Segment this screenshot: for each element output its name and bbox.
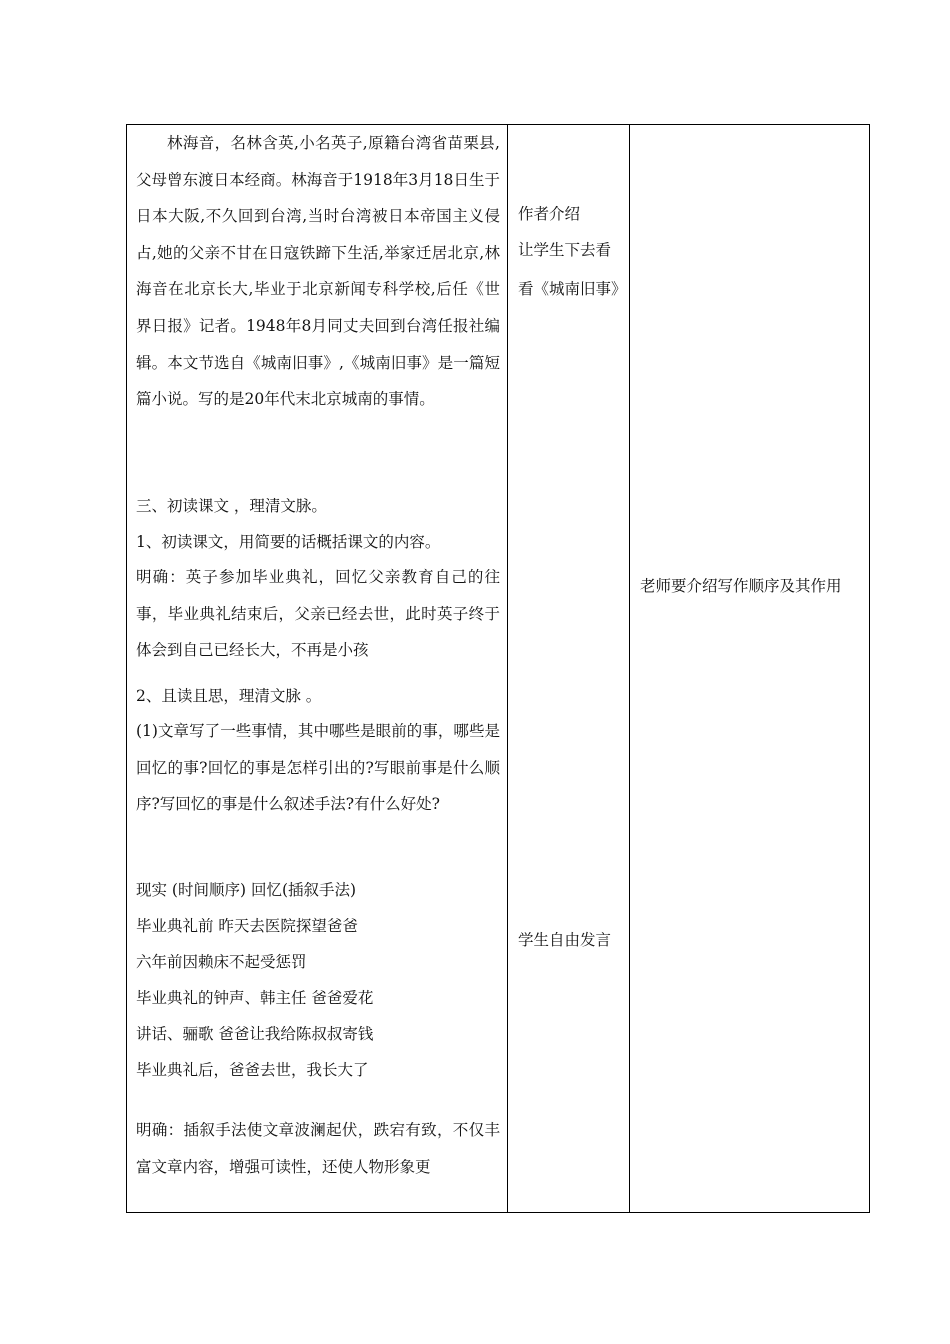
author-intro-paragraph: 林海音，名林含英,小名英子,原籍台湾省苗栗县,父母曾东渡日本经商。林海音于1918年3月18日生于日本大阪,不久回到台湾,当时台湾被日本帝国主义侵占,她的父亲不甘在日寇铁蹄下生活,举家迁居北京,林海音在北京长大,毕业于北京新闻专科学校,后任《世界日报》记者。1948年8月同丈夫回到台湾任报社编辑。本文节选自《城南旧事》,《城南旧事》是一篇短篇小说。写的是20年代末北京城南的事情。: [136, 134, 500, 409]
main-content-cell: [127, 125, 508, 1213]
teacher-note: 老师要介绍写作顺序及其作用: [640, 577, 842, 595]
structure-line-6: 毕业典礼后，爸爸去世，我长大了: [136, 1061, 369, 1079]
free-speech-note: 学生自由发言: [518, 931, 612, 949]
structure-line-4: 毕业典礼的钟声、韩主任 爸爸爱花: [136, 989, 374, 1007]
activity-cell: [508, 125, 630, 1213]
task-1-answer: 明确：英子参加毕业典礼，回忆父亲教育自己的往事，毕业典礼结束后，父亲已经去世，此时英子终于体会到自己已经长大，不再是小孩: [136, 568, 500, 660]
structure-line-3: 六年前因赖床不起受惩罚: [136, 953, 307, 971]
section-heading: 三、初读课文 ，理清文脉。: [136, 497, 327, 515]
task-2: 2、且读且思，理清文脉 。: [136, 687, 322, 705]
teacher-note-cell: [630, 125, 870, 1213]
structure-line-5: 讲话、骊歌 爸爸让我给陈叔叔寄钱: [136, 1025, 374, 1043]
structure-line-1: 现实 (时间顺序) 回忆(插叙手法): [136, 881, 357, 899]
structure-line-2: 毕业典礼前 昨天去医院探望爸爸: [136, 917, 358, 935]
table-row: [127, 125, 870, 1213]
task-1: 1、初读课文，用简要的话概括课文的内容。: [136, 533, 441, 551]
lesson-plan-table: [126, 124, 870, 1213]
author-intro-label: 作者介绍: [518, 205, 581, 223]
question-1: (1)文章写了一些事情，其中哪些是眼前的事，哪些是回忆的事?回忆的事是怎样引出的?写眼前事是什么顺序?写回忆的事是什么叙述手法?有什么好处?: [136, 722, 500, 814]
conclusion-paragraph: 明确：插叙手法使文章波澜起伏，跌宕有致，不仅丰富文章内容，增强可读性，还使人物形象更: [136, 1121, 500, 1176]
reading-assignment: 让学生下去看看《城南旧事》: [518, 241, 627, 298]
